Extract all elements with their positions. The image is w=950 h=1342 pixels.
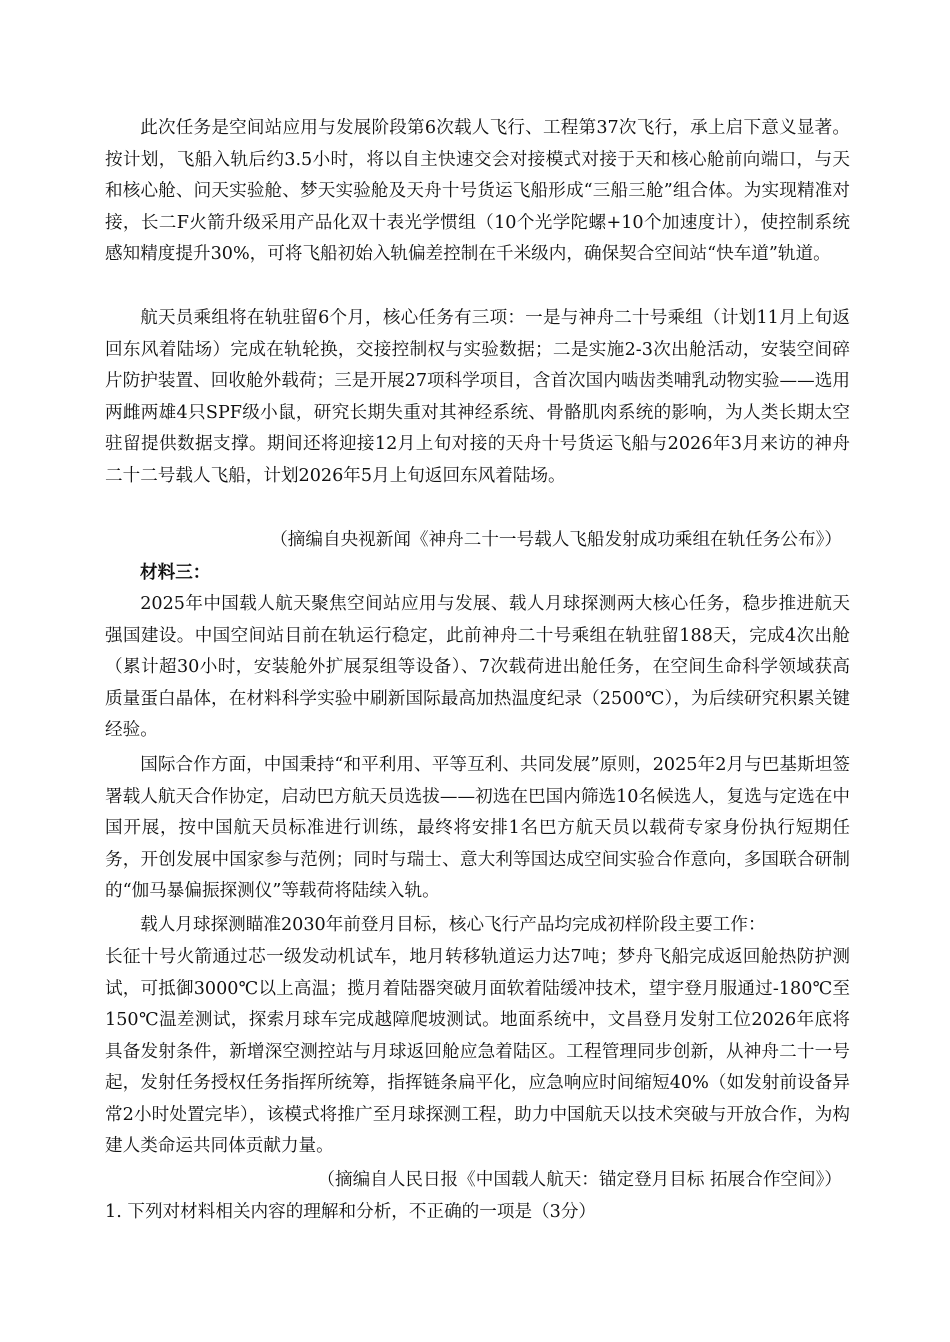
paragraph-space-station-2025: 2025年中国载人航天聚焦空间站应用与发展、载人月球探测两大核心任务，稳步推进航天强国建设。中国空间站目前在轨运行稳定，此前神舟二十号乘组在轨驻留188天，完成4次出舱（累计超30小时，安装舱外扩展泵组等设备）、7次载荷进出舱任务，在空间生命科学领域获高质量蛋白晶体，在材料科学实验中刷新国际最高加热温度纪录（2500℃），为后续研究积累关键经验。: [105, 594, 850, 740]
question-1: 1. 下列对材料相关内容的理解和分析，不正确的一项是（3分）: [105, 1202, 597, 1222]
paragraph-crew-tasks: 航天员乘组将在轨驻留6个月，核心任务有三项：一是与神舟二十号乘组（计划11月上旬返回东风着陆场）完成在轨轮换，交接控制权与实验数据；二是实施2-3次出舱活动，安装空间碎片防护装置、回收舱外载荷；三是开展27项科学项目，含首次国内啮齿类哺乳动物实验——选用两雌两雄4只SPF级小鼠，研究长期失重对其神经系统、骨骼肌肉系统的影响，为人类长期太空驻留提供数据支撑。期间还将迎接12月上旬对接的天舟十号货运飞船与2026年3月来访的神舟二十二号载人飞船，计划2026年5月上旬返回东风着陆场。: [105, 308, 850, 486]
paragraph-international-cooperation: 国际合作方面，中国秉持“和平利用、平等互利、共同发展”原则，2025年2月与巴基斯坦签署载人航天合作协定，启动巴方航天员选拔——初选在巴国内筛选10名候选人，复选与定选在中国开展，按中国航天员标准进行训练，最终将安排1名巴方航天员以载荷专家身份执行短期任务，开创发展中国家参与范例；同时与瑞士、意大利等国达成空间实验合作意向，多国联合研制的“伽马暴偏振探测仪”等载荷将陆续入轨。: [105, 755, 850, 901]
paragraph-lunar-goal: 载人月球探测瞄准2030年前登月目标，核心飞行产品均完成初样阶段主要工作：: [140, 915, 766, 935]
source-citation-cctv: （摘编自央视新闻《神舟二十一号载人飞船发射成功乘组在轨任务公布》）: [270, 530, 842, 550]
material-three-heading: 材料三：: [140, 562, 211, 583]
source-citation-peoples-daily: （摘编自人民日报《中国载人航天：锚定登月目标 拓展合作空间》）: [317, 1170, 842, 1190]
paragraph-lunar-progress: 长征十号火箭通过芯一级发动机试车，地月转移轨道运力达7吨；梦舟飞船完成返回舱热防护测试，可抵御3000℃以上高温；揽月着陆器突破月面软着陆缓冲技术，望宇登月服通过-180℃至150℃温差测试，探索月球车完成越障爬坡测试。地面系统中，文昌登月发射工位2026年底将具备发射条件，新增深空测控站与月球返回舱应急着陆区。工程管理同步创新，从神舟二十一号起，发射任务授权任务指挥所统筹，指挥链条扁平化，应急响应时间缩短40%（如发射前设备异常2小时处置完毕），该模式将推广至月球探测工程，助力中国航天以技术突破与开放合作，为构建人类命运共同体贡献力量。: [105, 947, 850, 1156]
paragraph-mission-overview: 此次任务是空间站应用与发展阶段第6次载人飞行、工程第37次飞行，承上启下意义显著。按计划，飞船入轨后约3.5小时，将以自主快速交会对接模式对接于天和核心舱前向端口，与天和核心舱、问天实验舱、梦天实验舱及天舟十号货运飞船形成“三船三舱”组合体。为实现精准对接，长二F火箭升级采用产品化双十表光学惯组（10个光学陀螺+10个加速度计），使控制系统感知精度提升30%，可将飞船初始入轨偏差控制在千米级内，确保契合空间站“快车道”轨道。: [105, 118, 850, 264]
